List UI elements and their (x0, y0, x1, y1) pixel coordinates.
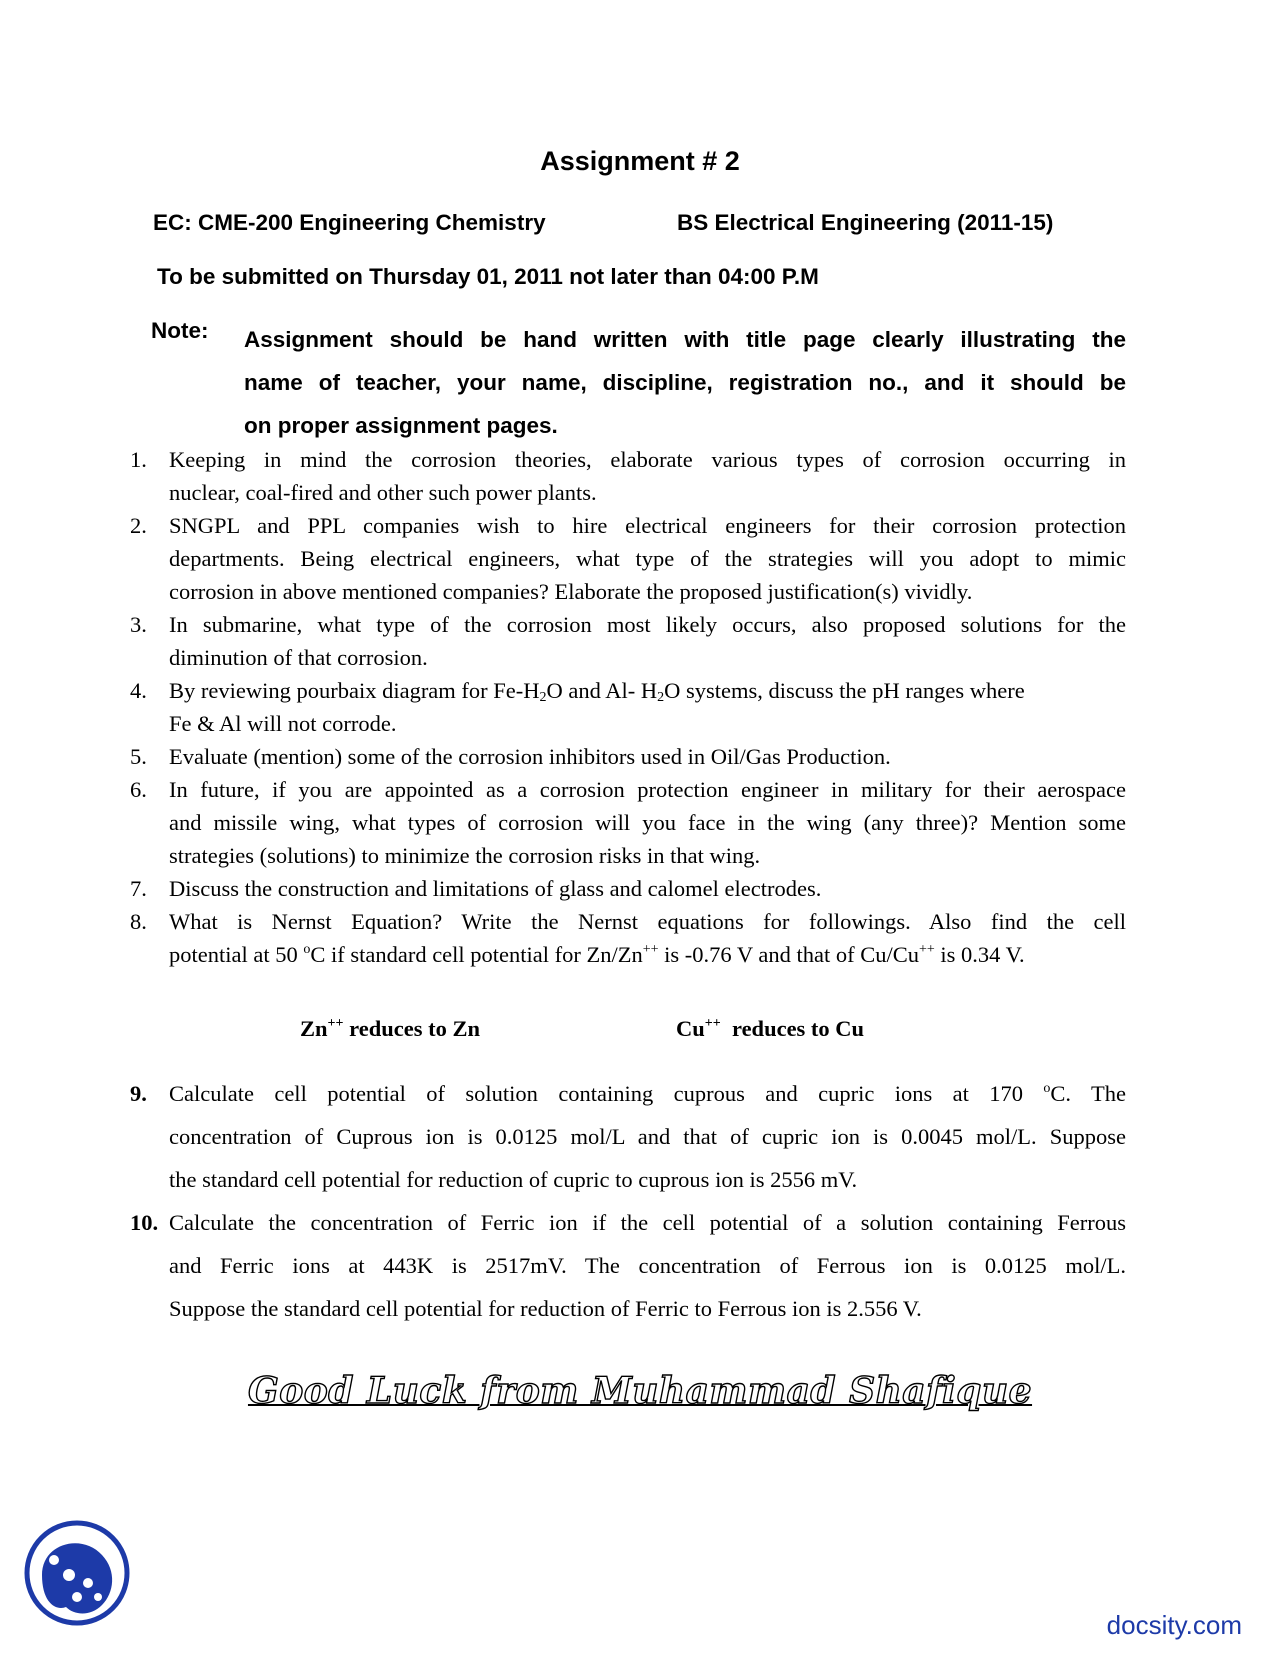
question-number: 6. (130, 777, 147, 802)
degree-symbol: o (1043, 1081, 1051, 1096)
question-4 (130, 674, 1126, 740)
question-6 (130, 773, 1126, 872)
text-fragment: C if standard cell potential for Zn/Zn (310, 942, 643, 967)
question-number: 8. (130, 909, 147, 934)
text-fragment: Zn (300, 1016, 328, 1041)
question-2 (130, 509, 1126, 608)
question-text: Discuss the construction and limitations of glass and calomel electrodes. (169, 876, 822, 901)
question-3 (130, 608, 1126, 674)
question-number: 7. (130, 876, 147, 901)
text-fragment: C. The (1050, 1081, 1126, 1106)
text-fragment: reduces to Zn (343, 1016, 480, 1041)
superscript: ++ (918, 942, 935, 957)
question-text: concentration of Cuprous ion is 0.0125 mol/L and that of cupric ion is 0.0045 mol/L. Suppose (169, 1124, 1126, 1149)
question-text: Suppose the standard cell potential for reduction of Ferric to Ferrous ion is 2.556 V. (169, 1296, 922, 1321)
question-5 (130, 740, 1126, 773)
text-fragment: Calculate cell potential of solution containing cuprous and cupric ions at 170 (169, 1081, 1044, 1106)
superscript: ++ (704, 1016, 721, 1031)
reaction-cu (676, 1016, 864, 1042)
note-line: on proper assignment pages. (244, 413, 558, 438)
question-8 (130, 905, 1126, 971)
text-fragment: O systems, discuss the pH ranges where (664, 678, 1025, 703)
note-line: Assignment should be hand written with title page clearly illustrating the (244, 327, 1126, 352)
question-10 (130, 1201, 1126, 1330)
question-text: the standard cell potential for reduction of cupric to cuprous ion is 2556 mV. (169, 1167, 858, 1192)
subscript: 2 (539, 690, 547, 705)
question-number: 10. (130, 1210, 159, 1235)
reaction-zn (300, 1016, 480, 1042)
question-1 (130, 443, 1126, 509)
text-fragment: is -0.76 V and that of Cu/Cu (658, 942, 919, 967)
question-text: Evaluate (mention) some of the corrosion inhibitors used in Oil/Gas Production. (169, 744, 891, 769)
question-text: diminution of that corrosion. (169, 645, 428, 670)
question-number: 2. (130, 513, 147, 538)
question-text (169, 938, 1126, 971)
question-text: In future, if you are appointed as a corrosion protection engineer in military for their aerospace (169, 777, 1126, 802)
question-number: 1. (130, 447, 147, 472)
note-line: name of teacher, your name, discipline, registration no., and it should be (244, 370, 1126, 395)
subscript: 2 (657, 690, 665, 705)
question-text: strategies (solutions) to minimize the corrosion risks in that wing. (169, 843, 761, 868)
docsity-logo-icon[interactable] (22, 1515, 132, 1630)
text-fragment: O and Al- H (546, 678, 658, 703)
degree-symbol: o (303, 942, 311, 957)
question-text: departments. Being electrical engineers, what type of the strategies will you adopt to mimic (169, 546, 1126, 571)
question-text: and Ferric ions at 443K is 2517mV. The concentration of Ferrous ion is 0.0125 mol/L. (169, 1253, 1126, 1278)
note-label: Note: (151, 318, 209, 343)
superscript: ++ (327, 1016, 344, 1031)
course-code: EC: CME-200 Engineering Chemistry (153, 210, 546, 235)
question-text: In submarine, what type of the corrosion most likely occurs, also proposed solutions for the (169, 612, 1126, 637)
question-number: 3. (130, 612, 147, 637)
question-number: 5. (130, 744, 147, 769)
text-fragment: potential at 50 (169, 942, 304, 967)
question-text (169, 1072, 1126, 1115)
question-text: corrosion in above mentioned companies? Elaborate the proposed justification(s) vividly. (169, 579, 973, 604)
page-title: Assignment # 2 (540, 146, 740, 176)
question-text (169, 674, 1126, 707)
signoff (0, 1370, 1280, 1412)
submission-deadline: To be submitted on Thursday 01, 2011 not later than 04:00 P.M (157, 264, 819, 289)
question-text: and missile wing, what types of corrosion will you face in the wing (any three)? Mention some (169, 810, 1126, 835)
program-name: BS Electrical Engineering (2011-15) (677, 210, 1054, 235)
text-fragment: Cu (676, 1016, 705, 1041)
text-fragment: is 0.34 V. (934, 942, 1025, 967)
question-text: nuclear, coal-fired and other such power plants. (169, 480, 597, 505)
note-text (244, 318, 1126, 447)
question-text: Calculate the concentration of Ferric ion if the cell potential of a solution containing Ferrous (169, 1210, 1126, 1235)
question-text: Keeping in mind the corrosion theories, elaborate various types of corrosion occurring in (169, 447, 1126, 472)
question-number: 9. (130, 1081, 147, 1106)
text-fragment: By reviewing pourbaix diagram for Fe-H (169, 678, 540, 703)
question-text: SNGPL and PPL companies wish to hire electrical engineers for their corrosion protection (169, 513, 1126, 538)
question-number: 4. (130, 678, 147, 703)
question-9 (130, 1072, 1126, 1201)
question-text: Fe & Al will not corrode. (169, 711, 397, 736)
superscript: ++ (642, 942, 659, 957)
signoff-text: Good Luck from Muhammad Shafique (247, 1370, 1033, 1412)
docsity-brand-link[interactable]: docsity.com (1106, 1610, 1242, 1640)
question-text: What is Nernst Equation? Write the Nernst equations for followings. Also find the cell (169, 909, 1126, 934)
text-fragment: reduces to Cu (720, 1016, 865, 1041)
question-7 (130, 872, 1126, 905)
